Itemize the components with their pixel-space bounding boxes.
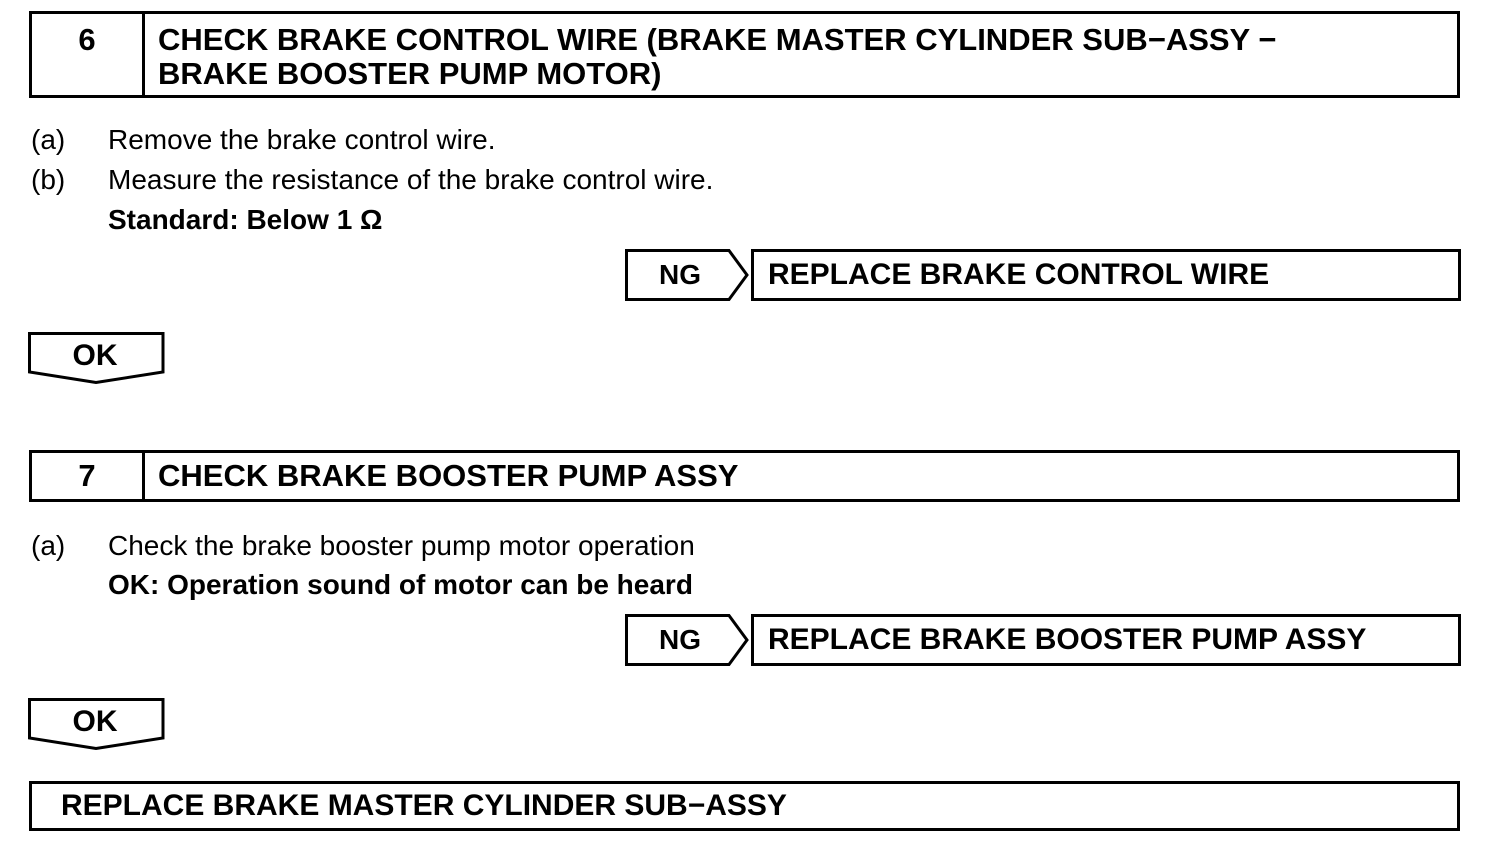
step-7-ok-label: OK (72, 705, 118, 738)
step-7-number: 7 (32, 453, 145, 499)
step-7-item-a-text: Check the brake booster pump motor operation (108, 530, 695, 561)
step-6-title (145, 14, 1457, 95)
step-7-title: CHECK BRAKE BOOSTER PUMP ASSY (158, 458, 739, 493)
step-6-item-a-text: Remove the brake control wire. (108, 124, 496, 155)
step-7-header (29, 450, 1460, 502)
step-6-item-b-text: Measure the resistance of the brake control wire. (108, 164, 714, 195)
step-7-ng-result: REPLACE BRAKE BOOSTER PUMP ASSY (751, 614, 1461, 666)
step-6-standard: Standard: Below 1 Ω (108, 204, 383, 235)
step-7-ng-label: NG (659, 624, 701, 655)
step-6-ng-label: NG (659, 259, 701, 290)
step-6-item-a-label: (a) (31, 124, 66, 155)
step-6-number: 6 (32, 14, 145, 95)
step-6-title-line1: CHECK BRAKE CONTROL WIRE (BRAKE MASTER CYLINDER SUB−ASSY − (158, 22, 1277, 57)
final-action-box: REPLACE BRAKE MASTER CYLINDER SUB−ASSY (29, 781, 1460, 831)
step-6-ok-label: OK (72, 339, 118, 372)
step-6-header (29, 11, 1460, 98)
step-6-item-b-label: (b) (31, 164, 66, 195)
step-6-ng-result: REPLACE BRAKE CONTROL WIRE (751, 249, 1461, 301)
step-7-item-a-label: (a) (31, 530, 66, 561)
step-6-title-line2: BRAKE BOOSTER PUMP MOTOR) (158, 56, 662, 91)
step-7-ok-criterion: OK: Operation sound of motor can be heard (108, 569, 693, 600)
